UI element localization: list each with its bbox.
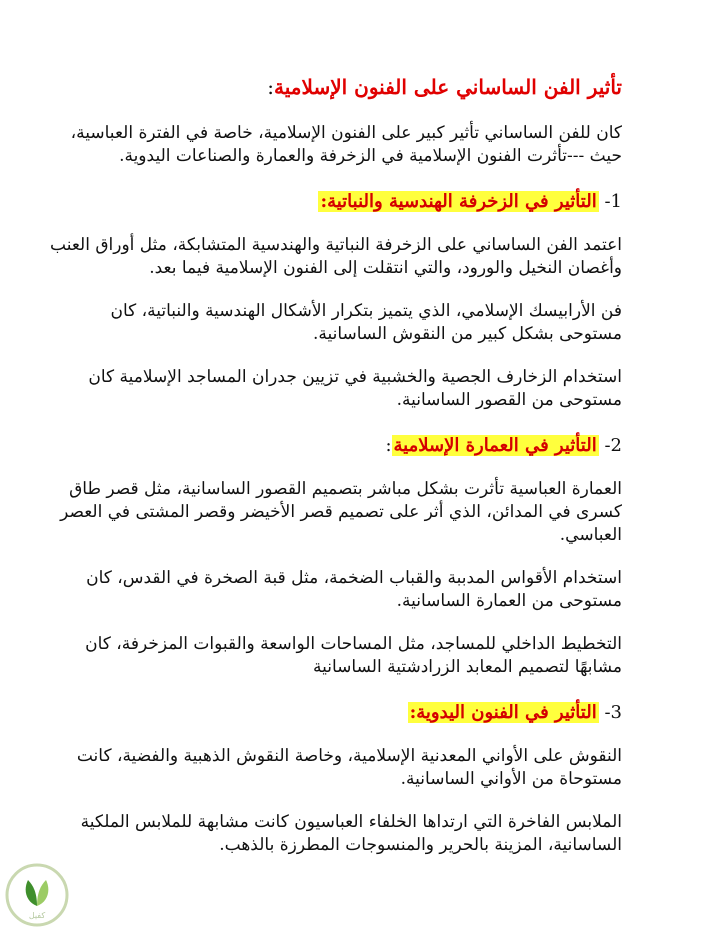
section-heading [48,699,622,727]
section-number: 2- [604,435,622,456]
section-heading-text: التأثير في الزخرفة الهندسية والنباتية: [320,191,597,212]
document-page [48,72,622,877]
intro-paragraph: كان للفن الساساني تأثير كبير على الفنون الإسلامية، خاصة في الفترة العباسية، حيث ---تأثرت الفنون الإسلامية في الزخرفة والعمارة والصناعات اليدوية. [70,123,622,166]
section-heading-tail: : [385,435,392,456]
section-paragraph: استخدام الأقواس المدببة والقباب الضخمة، مثل قبة الصخرة في القدس، كان مستوحى من العمارة الساسانية. [86,568,622,611]
page-title [48,72,622,102]
title-colon: : [267,75,275,99]
section-paragraph: فن الأرابيسك الإسلامي، الذي يتميز بتكرار الأشكال الهندسية والنباتية، كان مستوحى بشكل كبير من النقوش الساسانية. [110,301,622,344]
section-paragraph: النقوش على الأواني المعدنية الإسلامية، وخاصة النقوش الذهبية والفضية، كانت مستوحاة من الأواني الساسانية. [76,746,622,789]
section-1 [48,188,622,412]
section-2 [48,432,622,679]
section-paragraph: التخطيط الداخلي للمساجد، مثل المساحات الواسعة والقبوات المزخرفة، كان مشابهًا لتصميم المعابد الزرادشتية الساسانية [85,634,622,677]
section-paragraph: اعتمد الفن الساساني على الزخرفة النباتية والهندسية المتشابكة، مثل أوراق العنب وأغصان النخيل والورود، والتي انتقلت إلى الفنون الإسلامية فيما بعد. [50,235,622,278]
title-text: تأثير الفن الساساني على الفنون الإسلامية [274,75,622,99]
section-3 [48,699,622,857]
section-number: 3- [604,702,622,723]
section-paragraph: الملابس الفاخرة التي ارتداها الخلفاء العباسيون كانت مشابهة للملابس الملكية الساسانية، المزينة بالحرير والمنسوجات المطرزة بالذهب. [80,812,622,855]
section-heading-text: التأثير في الفنون اليدوية: [409,702,597,723]
section-heading-text: التأثير في العمارة الإسلامية [393,435,597,456]
section-number: 1- [604,191,622,212]
section-paragraph: استخدام الزخارف الجصية والخشبية في تزيين جدران المساجد الإسلامية كان مستوحى من القصور الساسانية. [88,367,622,410]
section-heading [48,188,622,216]
kafeel-logo [4,862,70,928]
section-paragraph: العمارة العباسية تأثرت بشكل مباشر بتصميم القصور الساسانية، مثل قصر طاق كسرى في المدائن، الذي أثر على تصميم قصر الأخيضر وقصر المشتى في العصر العباسي. [60,479,622,545]
section-heading [48,432,622,460]
logo-text: كفيل [28,911,46,920]
